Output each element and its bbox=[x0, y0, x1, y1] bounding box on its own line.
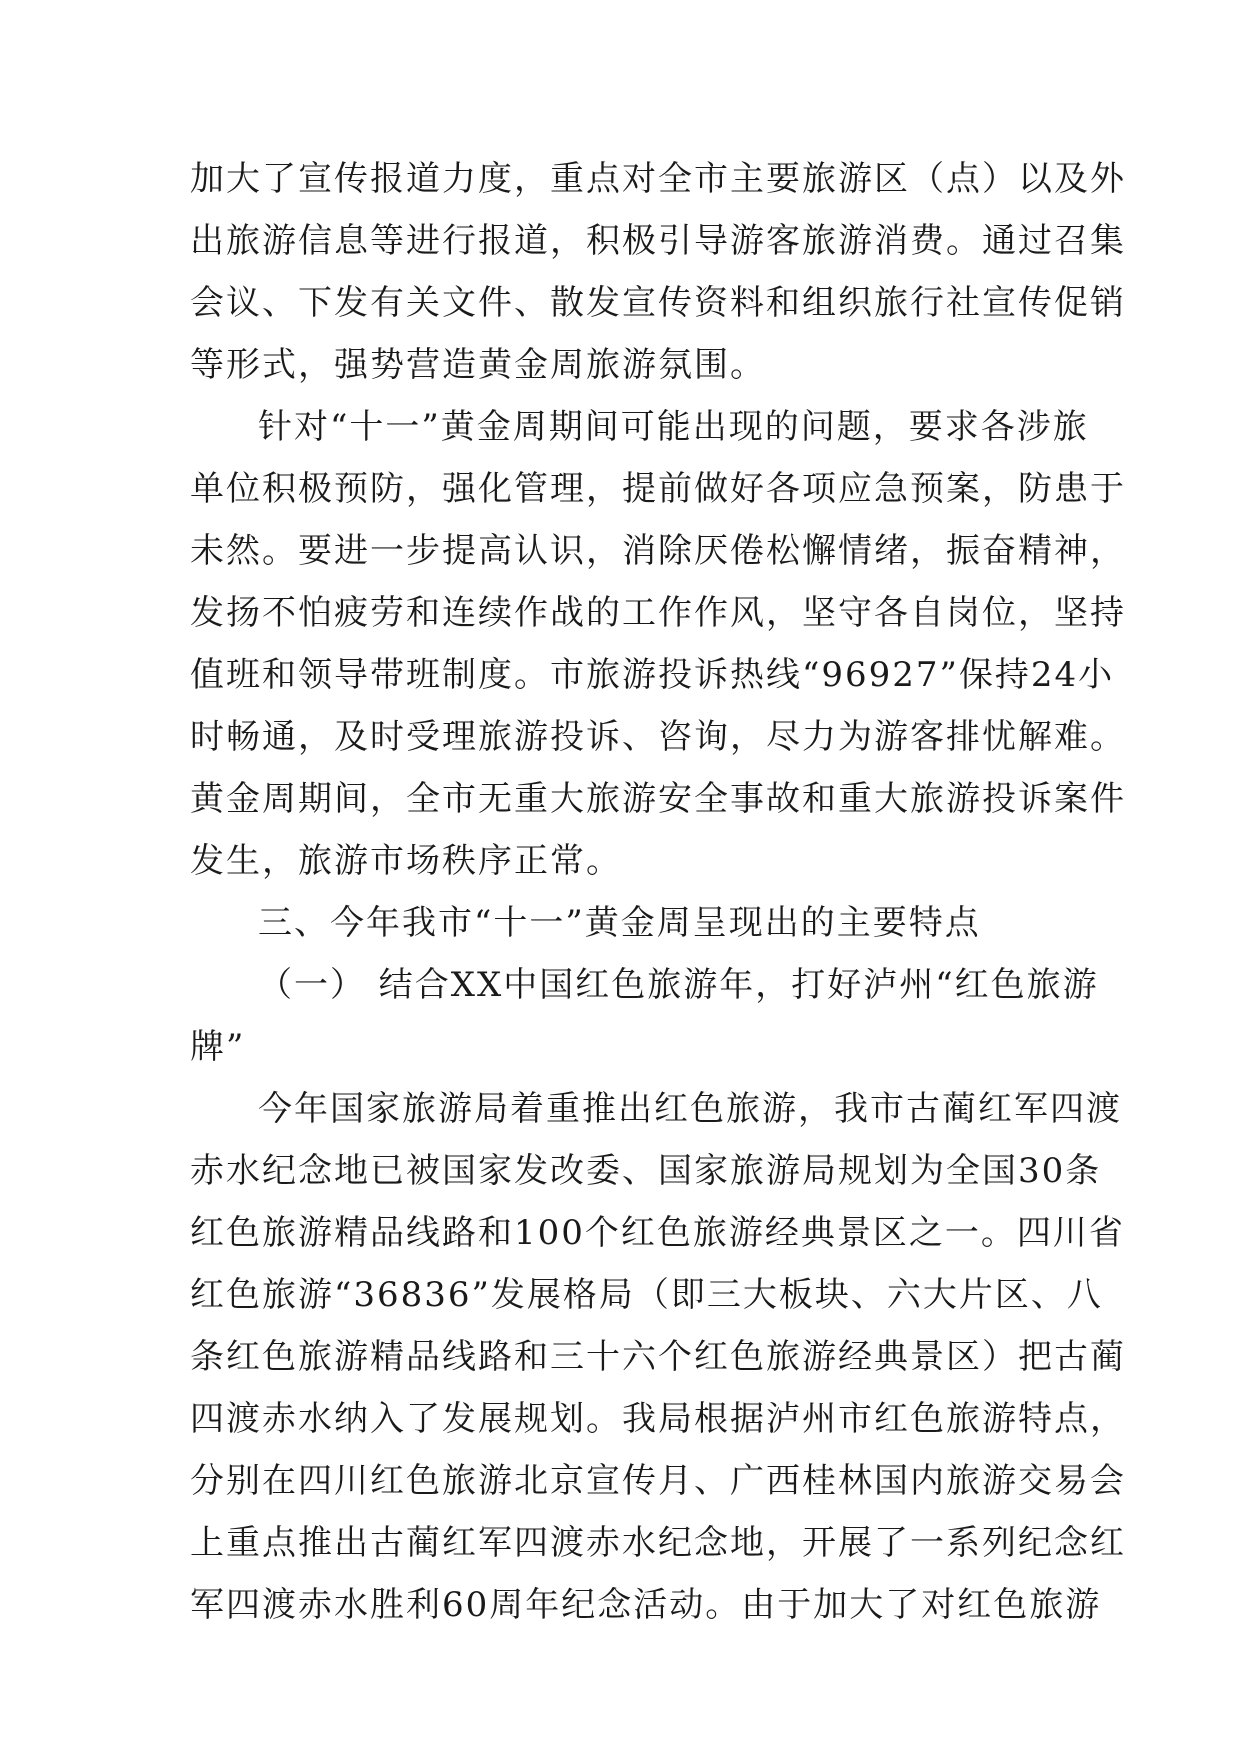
text-line: 未然。要进一步提高认识，消除厌倦松懈情绪，振奋精神， bbox=[190, 531, 1126, 571]
subsection-heading: （一） 结合XX中国红色旅游年，打好泸州“红色旅游 bbox=[258, 965, 1099, 1005]
document-body bbox=[190, 148, 1126, 1636]
text-line: 条红色旅游精品线路和三十六个红色旅游经典景区）把古蔺 bbox=[190, 1337, 1126, 1377]
text-line: 出旅游信息等进行报道，积极引导游客旅游消费。通过召集 bbox=[190, 221, 1126, 261]
text-line: 红色旅游精品线路和100个红色旅游经典景区之一。四川省 bbox=[190, 1213, 1125, 1253]
text-line: 针对“十一”黄金周期间可能出现的问题，要求各涉旅 bbox=[258, 407, 1089, 447]
text-line: 值班和领导带班制度。市旅游投诉热线“96927”保持24小 bbox=[190, 655, 1115, 695]
paragraph-red-tourism bbox=[190, 1078, 1126, 1636]
text-line: 四渡赤水纳入了发展规划。我局根据泸州市红色旅游特点， bbox=[190, 1399, 1126, 1439]
section-heading: 三、今年我市“十一”黄金周呈现出的主要特点 bbox=[258, 903, 981, 943]
text-line: 分别在四川红色旅游北京宣传月、广西桂林国内旅游交易会 bbox=[190, 1461, 1126, 1501]
text-line: 红色旅游“36836”发展格局（即三大板块、六大片区、八 bbox=[190, 1275, 1103, 1315]
text-line: 会议、下发有关文件、散发宣传资料和组织旅行社宣传促销 bbox=[190, 283, 1126, 323]
text-line: 今年国家旅游局着重推出红色旅游，我市古蔺红军四渡 bbox=[258, 1089, 1122, 1129]
text-line: 军四渡赤水胜利60周年纪念活动。由于加大了对红色旅游 bbox=[190, 1585, 1102, 1625]
subsection-heading: 牌” bbox=[190, 1027, 246, 1067]
paragraph-publicity bbox=[190, 148, 1126, 396]
heading-section-three bbox=[190, 892, 1052, 954]
text-line: 黄金周期间，全市无重大旅游安全事故和重大旅游投诉案件 bbox=[190, 779, 1126, 819]
text-line: 发扬不怕疲劳和连续作战的工作作风，坚守各自岗位，坚持 bbox=[190, 593, 1126, 633]
text-line: 单位积极预防，强化管理，提前做好各项应急预案，防患于 bbox=[190, 469, 1126, 509]
text-line: 赤水纪念地已被国家发改委、国家旅游局规划为全国30条 bbox=[190, 1151, 1102, 1191]
text-line: 等形式，强势营造黄金周旅游氛围。 bbox=[190, 345, 766, 385]
text-line: 发生，旅游市场秩序正常。 bbox=[190, 841, 622, 881]
text-line: 上重点推出古蔺红军四渡赤水纪念地，开展了一系列纪念红 bbox=[190, 1523, 1126, 1563]
text-line: 时畅通，及时受理旅游投诉、咨询，尽力为游客排忧解难。 bbox=[190, 717, 1126, 757]
text-line: 加大了宣传报道力度，重点对全市主要旅游区（点）以及外 bbox=[190, 159, 1126, 199]
heading-subsection-one bbox=[190, 954, 1099, 1078]
paragraph-management bbox=[190, 396, 1126, 892]
